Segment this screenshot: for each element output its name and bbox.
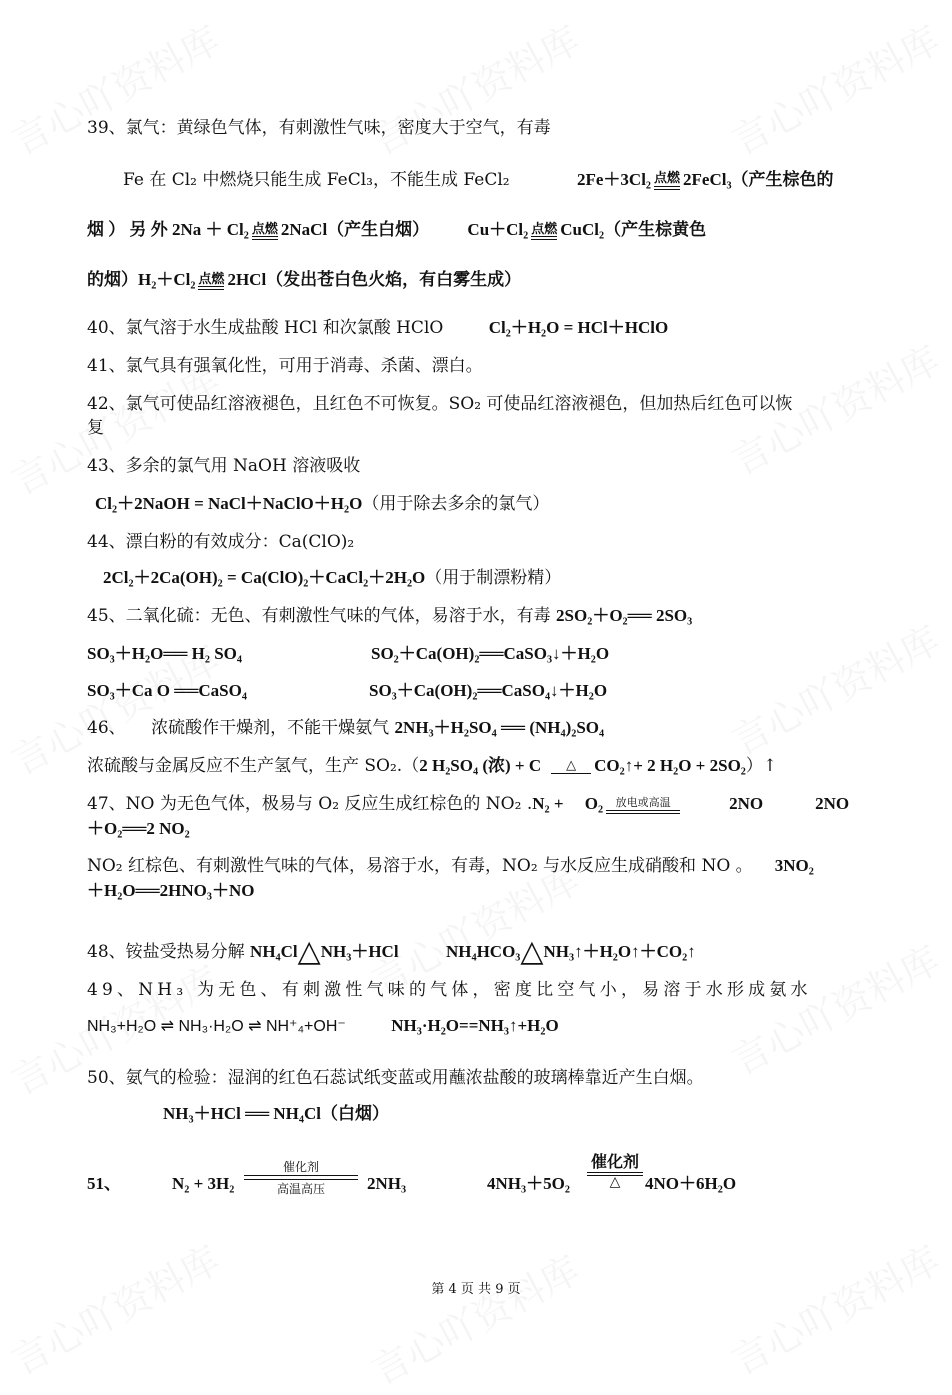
heat-triangle-icon: △: [297, 934, 321, 969]
item-39-fe: Fe 在 Cl₂ 中燃烧只能生成 FeCl₃，不能生成 FeCl₂ 2Fe＋3Cl₂ 点燃 2FeCl₃（产生棕色的: [123, 170, 834, 190]
item-40: 40、氯气溶于水生成盐酸 HCl 和次氯酸 HClO Cl₂＋H₂O = HCl＋HClO: [87, 318, 669, 338]
item-50-eq: NH₃＋HCl ══ NH₄Cl（白烟）: [163, 1104, 390, 1123]
discharge-condition: 放电或高温: [606, 796, 680, 814]
item-42: 42、氯气可使品红溶液褪色，且红色不可恢复。SO₂ 可使品红溶液褪色，但加热后红色可以恢: [87, 394, 793, 414]
item-45: 45、二氧化硫：无色、有刺激性气味的气体，易溶于水，有毒 2SO₂＋O₂══ 2SO₃: [87, 606, 693, 626]
ignite-condition: 点燃: [531, 222, 557, 240]
ignite-condition: 点燃: [654, 172, 680, 190]
item-51: 51、 N₂ + 3H₂ 催化剂 高温高压 2NH₃ 4NH₃＋5O₂ 催化剂 △ 4NO＋6H₂O: [87, 1152, 737, 1196]
item-39: 39、氯气：黄绿色气体，有刺激性气味，密度大于空气，有毒: [87, 118, 551, 138]
haber-condition: 催化剂 高温高压: [244, 1160, 358, 1196]
heat-condition: △: [551, 759, 591, 774]
item-44: 44、漂白粉的有效成分：Ca(ClO)₂: [87, 532, 355, 552]
watermark: [720, 1230, 947, 1386]
ignite-condition: 点燃: [252, 222, 278, 240]
item-46: 46、 浓硫酸作干燥剂，不能干燥氨气 2NH₃＋H₂SO₄ ══ (NH₄)₂SO₄: [87, 718, 605, 738]
ostwald-condition: 催化剂 △: [587, 1152, 643, 1190]
item-47: 47、NO 为无色气体，极易与 O₂ 反应生成红棕色的 NO₂ .N₂ + O₂ 放电或高温 2NO 2NO: [87, 794, 850, 814]
watermark: [720, 10, 947, 166]
item-44-eq: 2Cl₂＋2Ca(OH)₂ = Ca(ClO)₂＋CaCl₂＋2H₂O（用于制漂粉精）: [103, 568, 562, 588]
item-42-cont: 复: [87, 418, 104, 438]
item-47-no2: NO₂ 红棕色、有刺激性气味的气体，易溶于水，有毒，NO₂ 与水反应生成硝酸和 NO 。 3NO₂: [87, 856, 814, 876]
item-47-no2-cont: ＋H₂O══2HNO₃＋NO: [87, 881, 255, 900]
watermark: [0, 10, 227, 166]
item-39-h2: 的烟）H₂＋Cl₂ 点燃 2HCl（发出苍白色火焰，有白雾生成）: [87, 270, 522, 289]
item-49-eq: NH₃+H₂O ⇌ NH₃·H₂O ⇌ NH⁺₄+OH⁻ NH₃·H₂O==NH₃↑+H₂O: [87, 1016, 559, 1035]
item-43: 43、多余的氯气用 NaOH 溶液吸收: [87, 456, 361, 476]
watermark: [360, 10, 587, 166]
item-49: 49、NH₃ 为无色、有刺激性气味的气体，密度比空气小，易溶于水形成氨水: [87, 980, 812, 1000]
heat-triangle-icon: △: [520, 934, 544, 969]
item-47-cont: ＋O₂══2 NO₂: [87, 819, 190, 838]
item-45-eq-row1: SO₃＋H₂O══ H₂ SO₄ SO₂＋Ca(OH)₂══CaSO₃↓＋H₂O: [87, 644, 610, 663]
item-39-na-cu: 烟 ） 另 外 2Na ＋ Cl₂ 点燃 2NaCl（产生白烟） Cu＋Cl₂ 点燃 CuCl₂（产生棕黄色: [87, 220, 707, 239]
item-45-eq-row2: SO₃＋Ca O ══CaSO₄ SO₃＋Ca(OH)₂══CaSO₄↓＋H₂O: [87, 681, 608, 700]
item-50: 50、氨气的检验：湿润的红色石蕊试纸变蓝或用蘸浓盐酸的玻璃棒靠近产生白烟。: [87, 1068, 704, 1088]
item-41: 41、氯气具有强氧化性，可用于消毒、杀菌、漂白。: [87, 356, 483, 376]
item-43-eq: Cl₂＋2NaOH = NaCl＋NaClO＋H₂O（用于除去多余的氯气）: [95, 494, 550, 514]
watermark: [0, 1230, 227, 1386]
page-footer: 第 4 页 共 9 页: [431, 1282, 521, 1297]
item-48: 48、铵盐受热易分解 NH₄Cl△NH₃＋HCl NH₄HCO₃△NH₃↑＋H₂O↑＋CO₂↑: [87, 934, 696, 969]
item-46-acid: 浓硫酸与金属反应不生产氢气，生产 SO₂.（2 H₂SO₄ (浓) + C △ CO₂↑+ 2 H₂O + 2SO₂）↑: [87, 756, 778, 776]
watermark: [360, 1240, 587, 1395]
ignite-condition: 点燃: [198, 272, 224, 290]
